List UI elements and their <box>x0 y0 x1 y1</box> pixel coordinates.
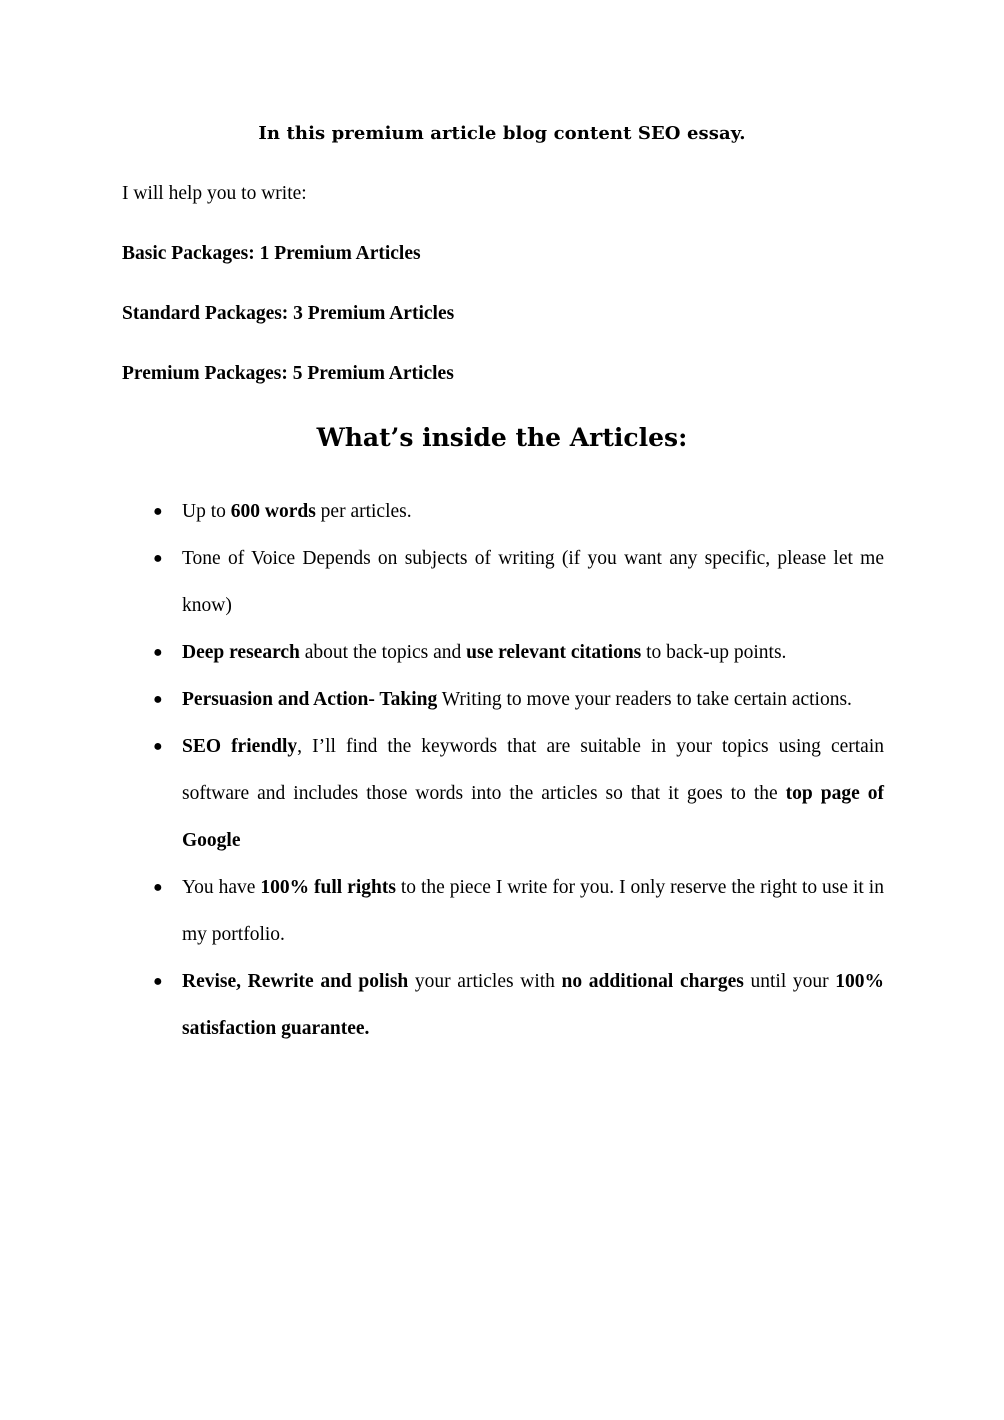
bold-text: SEO friendly <box>182 736 298 757</box>
intro-text: I will help you to write: <box>122 183 307 204</box>
body-text: You have <box>182 877 261 898</box>
body-text: to back-up points. <box>641 642 787 663</box>
list-item <box>148 535 884 629</box>
bold-text: use relevant citations <box>466 642 642 663</box>
bold-text: Deep research <box>182 642 300 663</box>
bold-text: Revise, Rewrite and polish <box>182 971 409 992</box>
document-title: In this premium article blog content SEO essay. <box>258 123 746 144</box>
body-text: , I’ll find the keywords that are suitable in your topics using certain software and includes those words into the articles so that it goes to the <box>182 736 884 804</box>
package-premium: Premium Packages: 5 Premium Articles <box>122 363 454 384</box>
list-item <box>148 676 884 723</box>
bold-text: no additional charges <box>561 971 744 992</box>
body-text: Up to <box>182 501 231 522</box>
bold-text: top page of Google <box>182 783 884 851</box>
body-text: your articles with <box>408 971 562 992</box>
list-item <box>148 958 884 1052</box>
bold-text: 100% full rights <box>260 877 396 898</box>
body-text: to the piece I write for you. I only reserve the right to use it in my portfolio. <box>182 877 884 945</box>
body-text: about the topics and <box>299 642 467 663</box>
bullet-icon: ● <box>153 550 163 567</box>
bold-text: Persuasion and Action- Taking <box>182 689 438 710</box>
body-text: until your <box>743 971 836 992</box>
body-text: Tone of Voice Depends on subjects of writing (if you want any specific, please let me know) <box>182 548 884 616</box>
body-text: Writing to move your readers to take certain actions. <box>437 689 852 710</box>
bullet-icon: ● <box>153 738 163 755</box>
bullet-icon: ● <box>153 691 163 708</box>
list-item <box>148 864 884 958</box>
list-item <box>148 488 884 535</box>
bullet-icon: ● <box>153 644 163 661</box>
section-heading: What’s inside the Articles: <box>316 423 688 452</box>
package-standard: Standard Packages: 3 Premium Articles <box>122 303 455 324</box>
package-basic: Basic Packages: 1 Premium Articles <box>122 243 421 264</box>
features-list <box>148 488 884 1052</box>
list-item <box>148 723 884 864</box>
bold-text: 600 words <box>230 501 316 522</box>
bullet-icon: ● <box>153 503 163 520</box>
bullet-icon: ● <box>153 879 163 896</box>
list-item <box>148 629 884 676</box>
body-text: per articles. <box>315 501 412 522</box>
bold-text: 100% satisfaction guarantee. <box>182 971 884 1039</box>
bullet-icon: ● <box>153 973 163 990</box>
